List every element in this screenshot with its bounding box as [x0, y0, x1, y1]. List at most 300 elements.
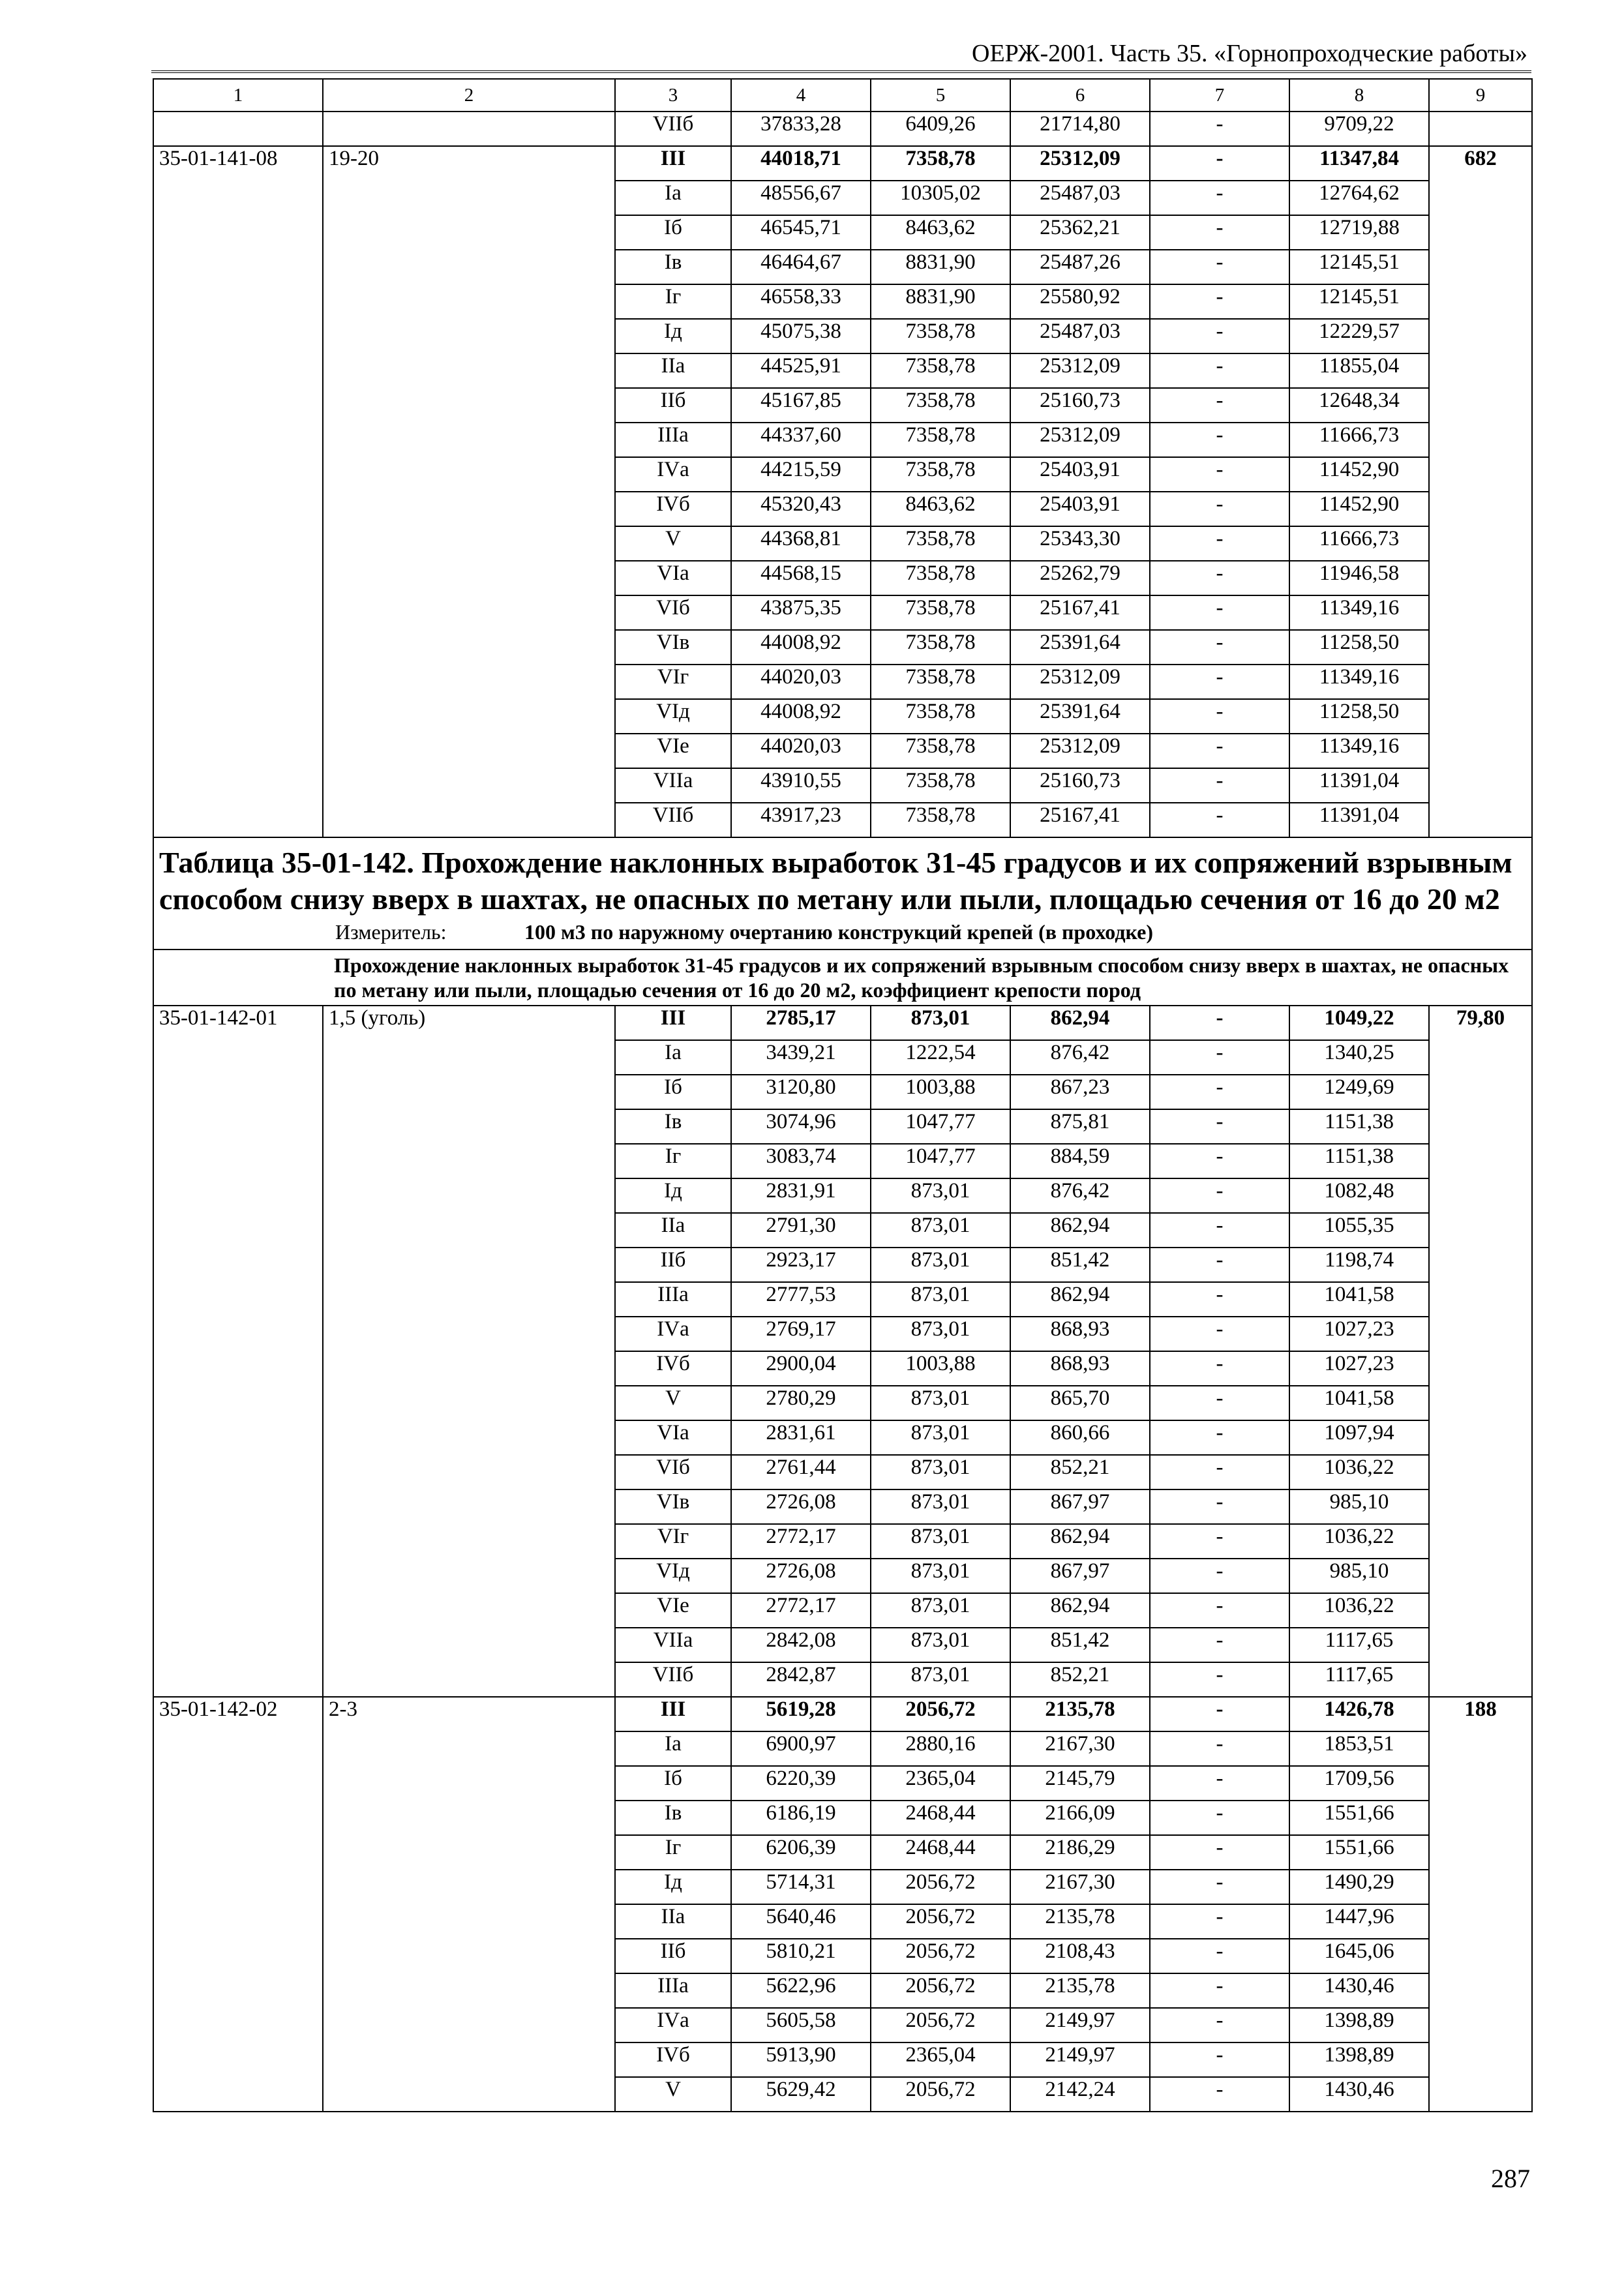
value-cell: 2186,29 — [1010, 1835, 1150, 1870]
value-cell: - — [1150, 630, 1289, 665]
value-cell: - — [1150, 1213, 1289, 1248]
column-number: 2 — [323, 79, 615, 112]
value-cell: 2842,08 — [731, 1628, 871, 1662]
document-title: ОЕРЖ-2001. Часть 35. «Горнопроходческие работы» — [972, 40, 1527, 67]
category-cell: IVб — [615, 2042, 731, 2077]
table-row — [153, 1697, 1532, 1731]
column-number: 1 — [153, 79, 323, 112]
column-number: 4 — [731, 79, 871, 112]
value-cell: - — [1150, 1040, 1289, 1075]
value-cell: - — [1150, 146, 1289, 181]
value-cell: 2149,97 — [1010, 2008, 1150, 2042]
value-cell: 862,94 — [1010, 1524, 1150, 1559]
value-cell: 11349,16 — [1289, 595, 1429, 630]
value-cell: - — [1150, 1835, 1289, 1870]
category-cell: IVб — [615, 492, 731, 526]
value-cell: 1340,25 — [1289, 1040, 1429, 1075]
value-cell: 44568,15 — [731, 561, 871, 595]
table-description: Прохождение наклонных выработок 31-45 градусов и их сопряжений взрывным способом снизу вверх в шахтах, не опасных по метану или пыли, площадью сечения от 16 до 20 м2, коэффициент крепости пород — [153, 950, 1532, 1006]
value-cell: 11452,90 — [1289, 457, 1429, 492]
value-cell: 2777,53 — [731, 1282, 871, 1317]
value-cell: 8463,62 — [871, 492, 1010, 526]
value-cell: 873,01 — [871, 1317, 1010, 1351]
value-cell: 25487,03 — [1010, 319, 1150, 353]
value-cell: 2772,17 — [731, 1593, 871, 1628]
value-cell: 25580,92 — [1010, 284, 1150, 319]
value-cell: - — [1150, 734, 1289, 768]
value-cell: 862,94 — [1010, 1282, 1150, 1317]
value-cell: 2056,72 — [871, 2077, 1010, 2112]
category-cell: VIг — [615, 665, 731, 699]
value-cell: - — [1150, 768, 1289, 803]
value-cell: - — [1150, 181, 1289, 215]
description-row — [153, 950, 1532, 1006]
value-cell: 11391,04 — [1289, 768, 1429, 803]
value-cell: 876,42 — [1010, 1178, 1150, 1213]
value-cell: - — [1150, 1075, 1289, 1109]
parameter-cell: 2-3 — [323, 1697, 615, 2112]
value-cell: 25312,09 — [1010, 734, 1150, 768]
category-cell: Iг — [615, 284, 731, 319]
value-cell: - — [1150, 1904, 1289, 1939]
value-cell: 21714,80 — [1010, 112, 1150, 146]
value-cell: 45167,85 — [731, 388, 871, 423]
value-cell: 43875,35 — [731, 595, 871, 630]
value-cell: - — [1150, 250, 1289, 284]
value-cell: - — [1150, 595, 1289, 630]
value-cell: - — [1150, 1593, 1289, 1628]
value-cell: 3083,74 — [731, 1144, 871, 1178]
value-cell: - — [1150, 2008, 1289, 2042]
category-cell: IVа — [615, 2008, 731, 2042]
rates-table — [153, 78, 1533, 2112]
value-cell: 11452,90 — [1289, 492, 1429, 526]
value-cell: 884,59 — [1010, 1144, 1150, 1178]
value-cell: 1082,48 — [1289, 1178, 1429, 1213]
labor-cost-cell: 188 — [1429, 1697, 1532, 2112]
category-cell: Iа — [615, 181, 731, 215]
category-cell: VIа — [615, 1420, 731, 1455]
value-cell: 6409,26 — [871, 112, 1010, 146]
value-cell: 873,01 — [871, 1420, 1010, 1455]
value-cell: 1036,22 — [1289, 1524, 1429, 1559]
value-cell: 46558,33 — [731, 284, 871, 319]
value-cell: - — [1150, 1351, 1289, 1386]
category-cell: IIIа — [615, 423, 731, 457]
value-cell: 12145,51 — [1289, 284, 1429, 319]
value-cell: - — [1150, 319, 1289, 353]
category-cell: Iв — [615, 1109, 731, 1144]
value-cell: 2056,72 — [871, 2008, 1010, 2042]
category-cell: Iд — [615, 1178, 731, 1213]
category-cell: Iг — [615, 1144, 731, 1178]
section-heading — [153, 837, 1532, 950]
value-cell: 1047,77 — [871, 1109, 1010, 1144]
category-cell: Iг — [615, 1835, 731, 1870]
value-cell: 1430,46 — [1289, 2077, 1429, 2112]
category-cell: VIд — [615, 1559, 731, 1593]
value-cell: 1198,74 — [1289, 1248, 1429, 1282]
value-cell: - — [1150, 561, 1289, 595]
value-cell: 873,01 — [871, 1386, 1010, 1420]
value-cell: 867,23 — [1010, 1075, 1150, 1109]
category-cell: Iв — [615, 1801, 731, 1835]
category-cell: IIб — [615, 1939, 731, 1973]
value-cell: 25312,09 — [1010, 665, 1150, 699]
parameter-cell: 1,5 (уголь) — [323, 1006, 615, 1697]
value-cell: 985,10 — [1289, 1489, 1429, 1524]
value-cell: 46464,67 — [731, 250, 871, 284]
value-cell: 5605,58 — [731, 2008, 871, 2042]
value-cell: 7358,78 — [871, 457, 1010, 492]
value-cell: - — [1150, 526, 1289, 561]
category-cell: V — [615, 526, 731, 561]
value-cell: 851,42 — [1010, 1248, 1150, 1282]
value-cell: 44008,92 — [731, 630, 871, 665]
value-cell: - — [1150, 423, 1289, 457]
category-cell: Iа — [615, 1731, 731, 1766]
value-cell: - — [1150, 1801, 1289, 1835]
category-cell: VIIб — [615, 803, 731, 837]
value-cell: 1041,58 — [1289, 1282, 1429, 1317]
value-cell: 45075,38 — [731, 319, 871, 353]
value-cell: 43917,23 — [731, 803, 871, 837]
value-cell: - — [1150, 1766, 1289, 1801]
value-cell: 867,97 — [1010, 1489, 1150, 1524]
category-cell: VIб — [615, 1455, 731, 1489]
value-cell: 2726,08 — [731, 1559, 871, 1593]
value-cell: 25487,26 — [1010, 250, 1150, 284]
value-cell: 11347,84 — [1289, 146, 1429, 181]
value-cell: 6206,39 — [731, 1835, 871, 1870]
value-cell: 2056,72 — [871, 1870, 1010, 1904]
table-row — [153, 146, 1532, 181]
value-cell: 1117,65 — [1289, 1662, 1429, 1697]
value-cell: 1430,46 — [1289, 1973, 1429, 2008]
value-cell: 3439,21 — [731, 1040, 871, 1075]
value-cell: 2769,17 — [731, 1317, 871, 1351]
meter-line — [159, 919, 1526, 945]
value-cell: 44215,59 — [731, 457, 871, 492]
value-cell: 1709,56 — [1289, 1766, 1429, 1801]
value-cell: - — [1150, 1939, 1289, 1973]
value-cell: 1398,89 — [1289, 2008, 1429, 2042]
value-cell: 868,93 — [1010, 1317, 1150, 1351]
value-cell: 25160,73 — [1010, 388, 1150, 423]
column-number: 8 — [1289, 79, 1429, 112]
value-cell: 48556,67 — [731, 181, 871, 215]
value-cell: 2135,78 — [1010, 1697, 1150, 1731]
value-cell: 44008,92 — [731, 699, 871, 734]
value-cell: 2056,72 — [871, 1904, 1010, 1939]
category-cell: VIв — [615, 1489, 731, 1524]
value-cell: 1249,69 — [1289, 1075, 1429, 1109]
value-cell: 11391,04 — [1289, 803, 1429, 837]
value-cell: 873,01 — [871, 1006, 1010, 1040]
value-cell: 11349,16 — [1289, 665, 1429, 699]
column-number: 3 — [615, 79, 731, 112]
column-number-row — [153, 79, 1532, 112]
value-cell: 2166,09 — [1010, 1801, 1150, 1835]
value-cell: 852,21 — [1010, 1662, 1150, 1697]
value-cell: 25167,41 — [1010, 595, 1150, 630]
category-cell: Iв — [615, 250, 731, 284]
category-cell: Iб — [615, 1766, 731, 1801]
value-cell: 868,93 — [1010, 1351, 1150, 1386]
value-cell: 2785,17 — [731, 1006, 871, 1040]
value-cell: 5640,46 — [731, 1904, 871, 1939]
value-cell: 1003,88 — [871, 1351, 1010, 1386]
value-cell: 2142,24 — [1010, 2077, 1150, 2112]
value-cell: 25160,73 — [1010, 768, 1150, 803]
value-cell: - — [1150, 1628, 1289, 1662]
value-cell: - — [1150, 353, 1289, 388]
value-cell: 873,01 — [871, 1559, 1010, 1593]
value-cell: 1426,78 — [1289, 1697, 1429, 1731]
value-cell: 2167,30 — [1010, 1731, 1150, 1766]
value-cell: 7358,78 — [871, 665, 1010, 699]
value-cell: 2726,08 — [731, 1489, 871, 1524]
value-cell: 25262,79 — [1010, 561, 1150, 595]
value-cell: - — [1150, 1109, 1289, 1144]
value-cell: 2900,04 — [731, 1351, 871, 1386]
value-cell: 852,21 — [1010, 1455, 1150, 1489]
value-cell: 8463,62 — [871, 215, 1010, 250]
category-cell: VIг — [615, 1524, 731, 1559]
category-cell: VIб — [615, 595, 731, 630]
value-cell: - — [1150, 112, 1289, 146]
value-cell: 1055,35 — [1289, 1213, 1429, 1248]
value-cell: 2831,91 — [731, 1178, 871, 1213]
category-cell: VIе — [615, 734, 731, 768]
value-cell: - — [1150, 1386, 1289, 1420]
empty-cell — [153, 112, 323, 146]
value-cell: 9709,22 — [1289, 112, 1429, 146]
value-cell: 6220,39 — [731, 1766, 871, 1801]
value-cell: - — [1150, 2077, 1289, 2112]
value-cell: 25312,09 — [1010, 146, 1150, 181]
value-cell: 2135,78 — [1010, 1973, 1150, 2008]
category-cell: IIа — [615, 353, 731, 388]
value-cell: 875,81 — [1010, 1109, 1150, 1144]
value-cell: 44368,81 — [731, 526, 871, 561]
section-title-row — [153, 837, 1532, 950]
value-cell: 25403,91 — [1010, 492, 1150, 526]
value-cell: 873,01 — [871, 1248, 1010, 1282]
value-cell: 873,01 — [871, 1662, 1010, 1697]
value-cell: - — [1150, 1697, 1289, 1731]
value-cell: 1490,29 — [1289, 1870, 1429, 1904]
value-cell: 11349,16 — [1289, 734, 1429, 768]
column-number: 5 — [871, 79, 1010, 112]
value-cell: 8831,90 — [871, 250, 1010, 284]
value-cell: - — [1150, 665, 1289, 699]
value-cell: - — [1150, 1006, 1289, 1040]
value-cell: 44020,03 — [731, 665, 871, 699]
category-cell: Iд — [615, 1870, 731, 1904]
category-cell: III — [615, 146, 731, 181]
value-cell: 1041,58 — [1289, 1386, 1429, 1420]
value-cell: 2791,30 — [731, 1213, 871, 1248]
value-cell: 7358,78 — [871, 561, 1010, 595]
value-cell: 1551,66 — [1289, 1835, 1429, 1870]
empty-cell — [1429, 112, 1532, 146]
column-number: 6 — [1010, 79, 1150, 112]
labor-cost-cell: 79,80 — [1429, 1006, 1532, 1697]
value-cell: 860,66 — [1010, 1420, 1150, 1455]
value-cell: - — [1150, 1248, 1289, 1282]
value-cell: 44525,91 — [731, 353, 871, 388]
value-cell: 7358,78 — [871, 146, 1010, 181]
value-cell: 7358,78 — [871, 630, 1010, 665]
category-cell: IIIа — [615, 1973, 731, 2008]
value-cell: 1398,89 — [1289, 2042, 1429, 2077]
category-cell: IVб — [615, 1351, 731, 1386]
value-cell: 2780,29 — [731, 1386, 871, 1420]
labor-cost-cell: 682 — [1429, 146, 1532, 837]
value-cell: 2468,44 — [871, 1801, 1010, 1835]
value-cell: 5810,21 — [731, 1939, 871, 1973]
value-cell: 1222,54 — [871, 1040, 1010, 1075]
value-cell: 2056,72 — [871, 1973, 1010, 2008]
value-cell: - — [1150, 1455, 1289, 1489]
category-cell: VIд — [615, 699, 731, 734]
value-cell: 10305,02 — [871, 181, 1010, 215]
value-cell: - — [1150, 1662, 1289, 1697]
category-cell: V — [615, 1386, 731, 1420]
category-cell: IVа — [615, 457, 731, 492]
value-cell: 3120,80 — [731, 1075, 871, 1109]
value-cell: 2135,78 — [1010, 1904, 1150, 1939]
category-cell: IIб — [615, 388, 731, 423]
category-cell: IVа — [615, 1317, 731, 1351]
value-cell: - — [1150, 1144, 1289, 1178]
value-cell: - — [1150, 1420, 1289, 1455]
value-cell: 1049,22 — [1289, 1006, 1429, 1040]
value-cell: 12764,62 — [1289, 181, 1429, 215]
value-cell: 25403,91 — [1010, 457, 1150, 492]
category-cell: VIа — [615, 561, 731, 595]
empty-cell — [323, 112, 615, 146]
value-cell: 46545,71 — [731, 215, 871, 250]
value-cell: 1036,22 — [1289, 1593, 1429, 1628]
value-cell: 2468,44 — [871, 1835, 1010, 1870]
table-row — [153, 1006, 1532, 1040]
value-cell: - — [1150, 457, 1289, 492]
value-cell: 2880,16 — [871, 1731, 1010, 1766]
value-cell: 12719,88 — [1289, 215, 1429, 250]
value-cell: 7358,78 — [871, 803, 1010, 837]
value-cell: 11666,73 — [1289, 423, 1429, 457]
value-cell: 7358,78 — [871, 699, 1010, 734]
value-cell: 5629,42 — [731, 2077, 871, 2112]
value-cell: - — [1150, 284, 1289, 319]
category-cell: VIв — [615, 630, 731, 665]
value-cell: - — [1150, 1870, 1289, 1904]
value-cell: 7358,78 — [871, 768, 1010, 803]
parameter-cell: 19-20 — [323, 146, 615, 837]
value-cell: - — [1150, 1731, 1289, 1766]
category-cell: Iб — [615, 215, 731, 250]
value-cell: - — [1150, 1282, 1289, 1317]
value-cell: 25391,64 — [1010, 699, 1150, 734]
value-cell: 7358,78 — [871, 353, 1010, 388]
value-cell: 37833,28 — [731, 112, 871, 146]
value-cell: 873,01 — [871, 1455, 1010, 1489]
value-cell: 851,42 — [1010, 1628, 1150, 1662]
value-cell: 1097,94 — [1289, 1420, 1429, 1455]
value-cell: 44337,60 — [731, 423, 871, 457]
value-cell: 2761,44 — [731, 1455, 871, 1489]
value-cell: 1151,38 — [1289, 1109, 1429, 1144]
category-cell: VIIа — [615, 768, 731, 803]
category-cell: VIIа — [615, 1628, 731, 1662]
column-number: 9 — [1429, 79, 1532, 112]
code-cell: 35-01-141-08 — [153, 146, 323, 837]
value-cell: 865,70 — [1010, 1386, 1150, 1420]
code-cell: 35-01-142-02 — [153, 1697, 323, 2112]
value-cell: 2056,72 — [871, 1697, 1010, 1731]
value-cell: 7358,78 — [871, 388, 1010, 423]
value-cell: 5913,90 — [731, 2042, 871, 2077]
value-cell: 12648,34 — [1289, 388, 1429, 423]
value-cell: 6186,19 — [731, 1801, 871, 1835]
value-cell: 862,94 — [1010, 1593, 1150, 1628]
value-cell: 12229,57 — [1289, 319, 1429, 353]
value-cell: 25391,64 — [1010, 630, 1150, 665]
value-cell: 8831,90 — [871, 284, 1010, 319]
value-cell: 45320,43 — [731, 492, 871, 526]
value-cell: 6900,97 — [731, 1731, 871, 1766]
value-cell: 3074,96 — [731, 1109, 871, 1144]
value-cell: 12145,51 — [1289, 250, 1429, 284]
column-number: 7 — [1150, 79, 1289, 112]
value-cell: 2149,97 — [1010, 2042, 1150, 2077]
value-cell: 2056,72 — [871, 1939, 1010, 1973]
page-header — [151, 37, 1531, 73]
value-cell: - — [1150, 1178, 1289, 1213]
value-cell: 11946,58 — [1289, 561, 1429, 595]
code-cell: 35-01-142-01 — [153, 1006, 323, 1697]
value-cell: 1027,23 — [1289, 1351, 1429, 1386]
value-cell: 7358,78 — [871, 595, 1010, 630]
value-cell: - — [1150, 388, 1289, 423]
value-cell: - — [1150, 492, 1289, 526]
value-cell: 25167,41 — [1010, 803, 1150, 837]
value-cell: - — [1150, 803, 1289, 837]
value-cell: 873,01 — [871, 1628, 1010, 1662]
value-cell: 25343,30 — [1010, 526, 1150, 561]
value-cell: 7358,78 — [871, 319, 1010, 353]
value-cell: 873,01 — [871, 1489, 1010, 1524]
category-cell: Iа — [615, 1040, 731, 1075]
value-cell: 2145,79 — [1010, 1766, 1150, 1801]
value-cell: - — [1150, 2042, 1289, 2077]
value-cell: 1027,23 — [1289, 1317, 1429, 1351]
value-cell: 2365,04 — [871, 2042, 1010, 2077]
meter-value: 100 м3 по наружному очертанию конструкций крепей (в проходке) — [524, 920, 1154, 944]
value-cell: 1151,38 — [1289, 1144, 1429, 1178]
value-cell: 873,01 — [871, 1178, 1010, 1213]
page-number: 287 — [1491, 2164, 1530, 2193]
value-cell: 2923,17 — [731, 1248, 871, 1282]
value-cell: 873,01 — [871, 1213, 1010, 1248]
value-cell: 1036,22 — [1289, 1455, 1429, 1489]
value-cell: 7358,78 — [871, 734, 1010, 768]
category-cell: III — [615, 1006, 731, 1040]
value-cell: 1117,65 — [1289, 1628, 1429, 1662]
value-cell: 1003,88 — [871, 1075, 1010, 1109]
